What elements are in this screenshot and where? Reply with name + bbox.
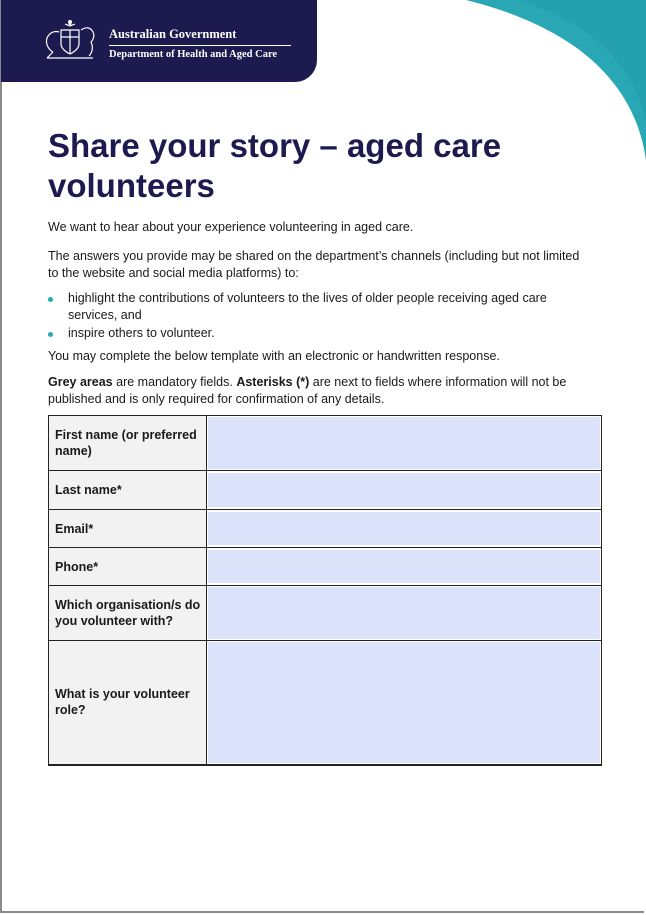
share-paragraph: The answers you provide may be shared on the department’s channels (including but not limited to the website and social media platforms) to: (48, 249, 580, 280)
document-title: Share your story – aged care volunteers (48, 127, 502, 204)
first-name-field[interactable] (208, 417, 600, 469)
organisation-label: Which organisation/s do you volunteer with? (49, 586, 207, 641)
mandatory-fields-note (48, 374, 603, 408)
form-row-email (49, 510, 602, 548)
banner-divider (109, 45, 291, 46)
bullet-icon (48, 332, 53, 337)
asterisks-label: Asterisks (*) (236, 375, 310, 389)
phone-field[interactable] (208, 550, 600, 583)
government-banner (1, 0, 317, 82)
intro-paragraph: We want to hear about your experience volunteering in aged care. (48, 220, 414, 234)
list-item (48, 325, 588, 342)
coat-of-arms-icon (39, 16, 101, 62)
phone-label: Phone* (49, 548, 207, 586)
volunteer-role-label: What is your volunteer role? (49, 641, 207, 765)
volunteer-form (48, 415, 602, 766)
last-name-field[interactable] (208, 473, 600, 507)
form-row-organisation (49, 586, 602, 641)
form-row-phone (49, 548, 602, 586)
organisation-field[interactable] (208, 587, 600, 639)
list-item-text: inspire others to volunteer. (68, 326, 215, 340)
last-name-cell (207, 471, 602, 510)
phone-cell (207, 548, 602, 586)
bullet-icon (48, 297, 53, 302)
email-label: Email* (49, 510, 207, 548)
grey-areas-label: Grey areas (48, 375, 113, 389)
purpose-list (48, 290, 588, 343)
list-item (48, 290, 588, 324)
organisation-cell (207, 586, 602, 641)
form-row-first-name (49, 416, 602, 471)
volunteer-role-cell (207, 641, 602, 765)
email-cell (207, 510, 602, 548)
grey-areas-text: are mandatory fields. (112, 375, 237, 389)
list-item-text: highlight the contributions of volunteers to the lives of older people receiving aged care services, and (68, 291, 547, 322)
form-row-last-name (49, 471, 602, 510)
last-name-label: Last name* (49, 471, 207, 510)
asterisks-text: are next to fields where information will not be published and is only required for confirmation of any details. (48, 375, 567, 406)
completion-note: You may complete the below template with an electronic or handwritten response. (48, 349, 500, 363)
email-field[interactable] (208, 512, 600, 545)
department-name: Department of Health and Aged Care (109, 49, 278, 60)
volunteer-role-field[interactable] (208, 642, 600, 763)
first-name-cell (207, 416, 602, 471)
form-row-volunteer-role (49, 641, 602, 765)
government-name: Australian Government (109, 27, 237, 41)
first-name-label: First name (or preferred name) (49, 416, 207, 471)
